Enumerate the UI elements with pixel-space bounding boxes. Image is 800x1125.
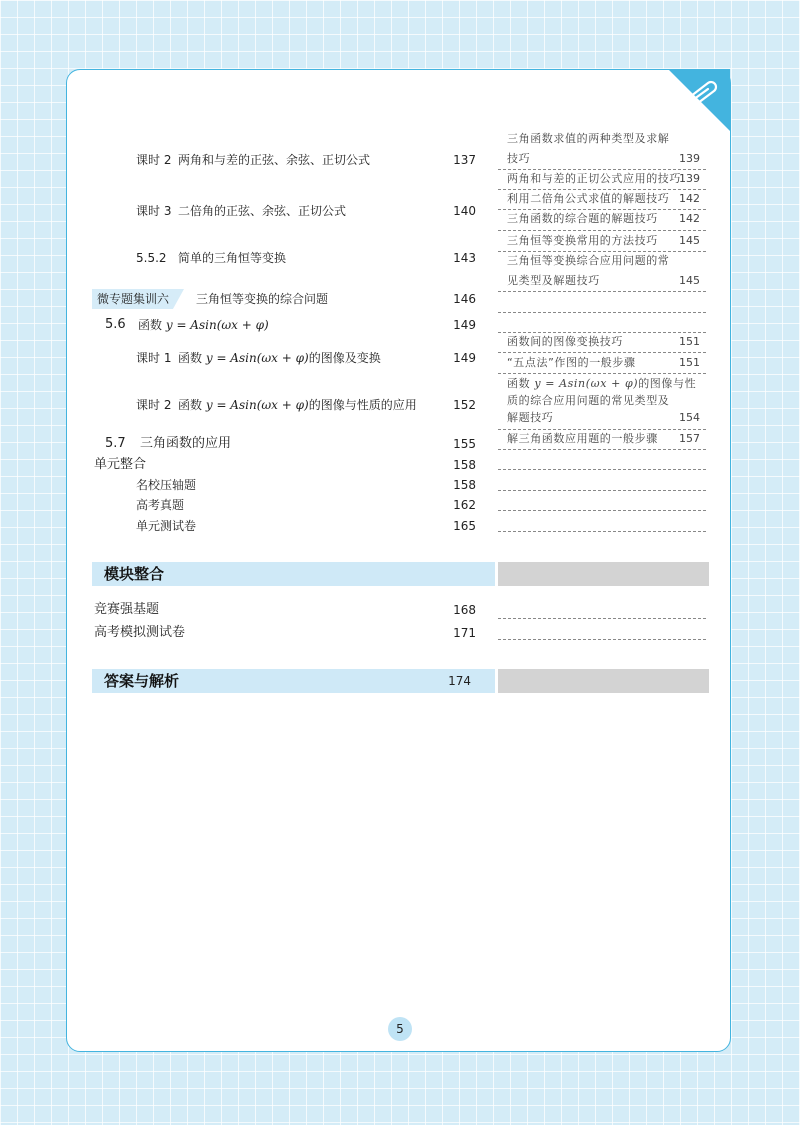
section-label: 5.7: [105, 436, 126, 451]
note-page: 157: [679, 432, 700, 445]
note-suffix: 的图像与性: [638, 377, 697, 390]
special-topic-title[interactable]: 三角恒等变换的综合问题: [196, 292, 329, 306]
lesson-label: 课时 2: [136, 398, 172, 412]
unit-summary-title[interactable]: 单元整合: [94, 457, 147, 472]
section-label: 5.5.2: [136, 251, 167, 265]
dotted-divider: [498, 291, 706, 292]
dotted-divider: [498, 352, 706, 353]
note-text: 三角恒等变换综合应用问题的常: [507, 254, 670, 267]
dotted-divider: [498, 429, 706, 430]
title-prefix: 函数: [178, 398, 203, 412]
note-text: 三角函数求值的两种类型及求解: [507, 132, 670, 145]
note-page: 139: [679, 152, 700, 165]
page-ref: 149: [453, 351, 476, 365]
page-ref: 174: [448, 674, 471, 688]
answers-title[interactable]: 答案与解析: [104, 672, 180, 690]
dotted-divider: [498, 618, 706, 619]
section-label: 5.6: [105, 317, 126, 332]
lesson-label: 课时 1: [136, 351, 172, 365]
title-prefix: 函数: [178, 351, 203, 365]
page-ref: 158: [453, 458, 476, 472]
unit-item-title[interactable]: 名校压轴题: [136, 478, 197, 492]
page-ref: 140: [453, 204, 476, 218]
module-item-title[interactable]: 高考模拟测试卷: [94, 625, 186, 640]
dotted-divider: [498, 490, 706, 491]
dotted-divider: [498, 373, 706, 374]
section-title[interactable]: 简单的三角恒等变换: [178, 251, 287, 265]
lesson-title[interactable]: [178, 397, 417, 413]
dotted-divider: [498, 251, 706, 252]
page-ref: 168: [453, 603, 476, 617]
note-text: “五点法”作图的一般步骤: [507, 356, 636, 369]
note-page: 142: [679, 192, 700, 205]
paperclip-icon: [668, 69, 730, 131]
note-page: 139: [679, 172, 700, 185]
dotted-divider: [498, 230, 706, 231]
note-text: 质的综合应用问题的常见类型及: [507, 394, 670, 407]
page-ref: 149: [453, 318, 476, 332]
dotted-divider: [498, 312, 706, 313]
note-text: 三角函数的综合题的解题技巧: [507, 212, 658, 225]
note-text: [507, 377, 696, 391]
page-ref: 143: [453, 251, 476, 265]
note-text: 解三角函数应用题的一般步骤: [507, 432, 658, 445]
page-ref: 165: [453, 519, 476, 533]
page-ref: 171: [453, 626, 476, 640]
note-text: 两角和与差的正切公式应用的技巧: [507, 172, 681, 185]
page-ref: 155: [453, 437, 476, 451]
title-prefix: 函数: [138, 318, 163, 332]
module-title[interactable]: 模块整合: [104, 565, 165, 583]
note-page: 151: [679, 356, 700, 369]
notes-band: [498, 562, 709, 586]
formula: y = Asin(ωx + φ): [165, 318, 269, 332]
dotted-divider: [498, 510, 706, 511]
page-ref: 146: [453, 292, 476, 306]
dotted-divider: [498, 531, 706, 532]
dotted-divider: [498, 209, 706, 210]
notes-band: [498, 669, 709, 693]
page-ref: 152: [453, 398, 476, 412]
page-ref: 162: [453, 498, 476, 512]
note-page: 154: [679, 411, 700, 424]
dotted-divider: [498, 169, 706, 170]
lesson-label: 课时 3: [136, 204, 172, 218]
note-page: 145: [679, 274, 700, 287]
dotted-divider: [498, 639, 706, 640]
dotted-divider: [498, 469, 706, 470]
formula: y = Asin(ωx + φ): [205, 351, 309, 365]
section-title[interactable]: 三角函数的应用: [140, 436, 232, 451]
title-suffix: 的图像与性质的应用: [308, 398, 417, 412]
unit-item-title[interactable]: 高考真题: [136, 498, 185, 512]
note-text: 见类型及解题技巧: [507, 274, 600, 287]
note-page: 145: [679, 234, 700, 247]
note-page: 151: [679, 335, 700, 348]
note-prefix: 函数: [507, 377, 531, 390]
page-ref: 158: [453, 478, 476, 492]
page-ref: 137: [453, 153, 476, 167]
lesson-title[interactable]: 两角和与差的正弦、余弦、正切公式: [178, 153, 371, 167]
note-text: 函数间的图像变换技巧: [507, 335, 623, 348]
formula: y = Asin(ωx + φ): [205, 398, 309, 412]
lesson-label: 课时 2: [136, 153, 172, 167]
title-suffix: 的图像及变换: [308, 351, 381, 365]
note-page: 142: [679, 212, 700, 225]
note-text: 三角恒等变换常用的方法技巧: [507, 234, 658, 247]
section-title[interactable]: [138, 317, 269, 333]
module-item-title[interactable]: 竞赛强基题: [94, 602, 160, 617]
dotted-divider: [498, 332, 706, 333]
unit-item-title[interactable]: 单元测试卷: [136, 519, 197, 533]
dotted-divider: [498, 449, 706, 450]
formula: y = Asin(ωx + φ): [534, 377, 639, 390]
note-text: 解题技巧: [507, 411, 554, 424]
lesson-title[interactable]: [178, 350, 381, 366]
dotted-divider: [498, 189, 706, 190]
page-number: 5: [388, 1017, 412, 1041]
note-text: 利用二倍角公式求值的解题技巧: [507, 192, 670, 205]
lesson-title[interactable]: 二倍角的正弦、余弦、正切公式: [178, 204, 347, 218]
special-topic-tag: 微专题集训六: [97, 292, 170, 306]
note-text: 技巧: [507, 152, 531, 165]
